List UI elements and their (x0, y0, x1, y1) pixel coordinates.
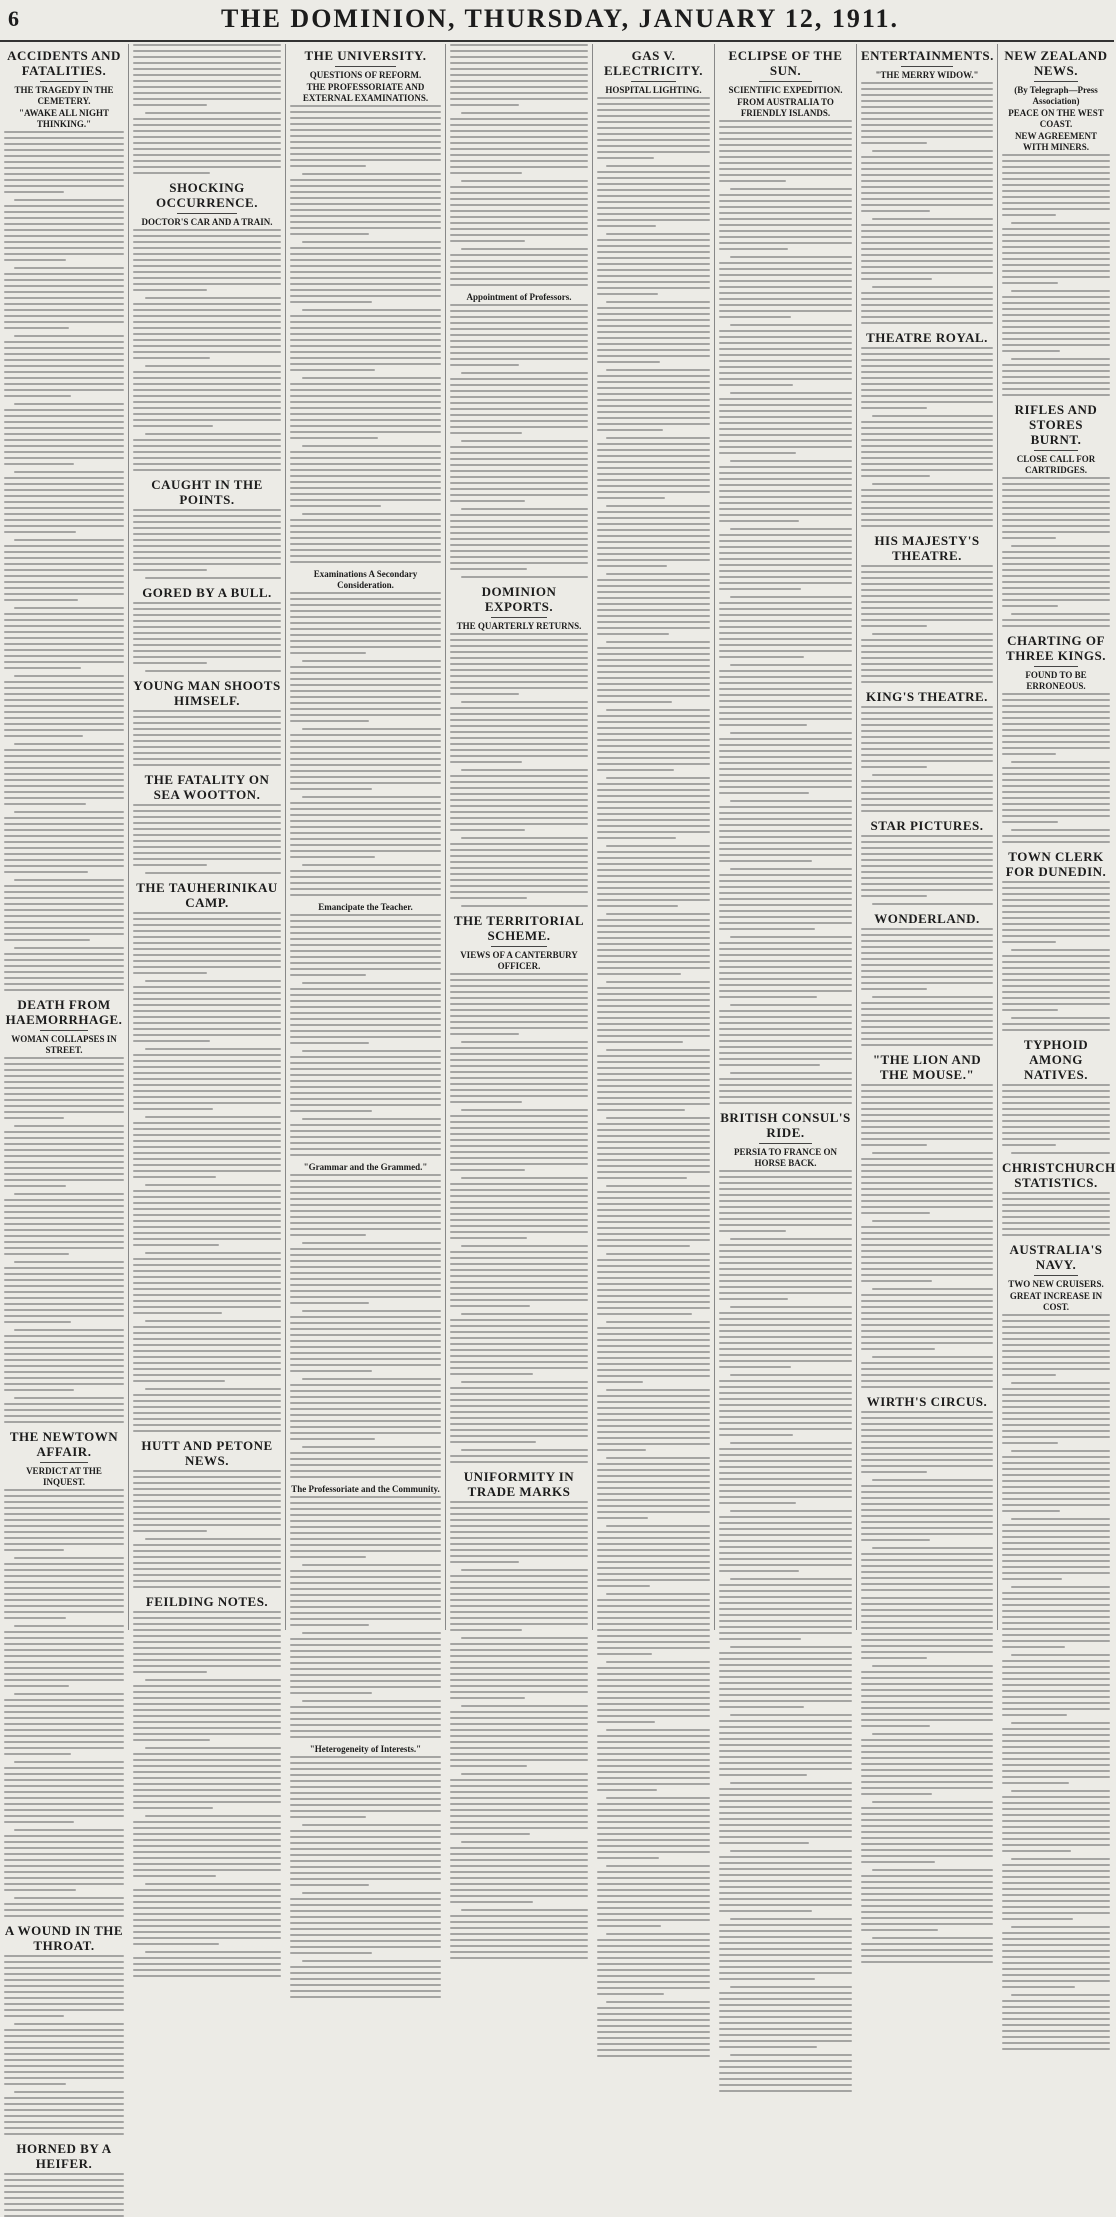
article (133, 880, 281, 1432)
article-subheading: VERDICT AT THE INQUEST. (26, 1466, 102, 1487)
news-column (0, 44, 129, 2171)
article-body-text (1002, 1084, 1110, 1154)
article-headline: A WOUND IN THE THROAT. (4, 1923, 124, 1953)
article (290, 1744, 441, 1998)
article-body-text (1002, 1314, 1110, 2050)
article-subheading: TWO NEW CRUISERS. (1008, 1279, 1104, 1289)
article-headline: TOWN CLERK FOR DUNEDIN. (1005, 849, 1107, 879)
article-headline: TYPHOID AMONG NATIVES. (1023, 1037, 1089, 1082)
article-subheading: "Heterogeneity of Interests." (309, 1744, 422, 1754)
article-headline: ENTERTAINMENTS. (861, 48, 994, 63)
article-headline: RIFLES AND STORES BURNT. (1014, 402, 1098, 447)
news-column (446, 44, 593, 1630)
article-subheading: PERSIA TO FRANCE ON HORSE BACK. (734, 1147, 837, 1168)
article-body-text (133, 1611, 281, 1977)
article-body-text (133, 44, 281, 174)
article-subheading: WOMAN COLLAPSES IN STREET. (11, 1034, 117, 1055)
article-body-text (290, 592, 441, 896)
news-column (593, 44, 715, 1630)
article (861, 1052, 993, 1388)
article (290, 569, 441, 896)
divider (335, 66, 395, 67)
article-body-text (861, 565, 993, 683)
article-subheading: QUESTIONS OF REFORM. (309, 70, 422, 80)
divider (1034, 666, 1077, 667)
article-headline: "THE LION AND THE MOUSE." (872, 1052, 982, 1082)
article-headline: DEATH FROM HAEMORRHAGE. (5, 997, 123, 1027)
page-number: 6 (8, 6, 19, 31)
article-headline: KING'S THEATRE. (866, 689, 988, 704)
article-body-text (4, 1489, 124, 1917)
article (861, 911, 993, 1046)
article (290, 1162, 441, 1478)
divider (40, 81, 88, 82)
article-body-text (133, 229, 281, 471)
article-subheading: HOSPITAL LIGHTING. (605, 85, 702, 95)
article-body-text (861, 835, 993, 905)
page-title: THE DOMINION, THURSDAY, JANUARY 12, 1911. (221, 4, 899, 33)
article-subheading: THE QUARTERLY RETURNS. (456, 621, 582, 631)
article (597, 48, 710, 2057)
article-body-text (1002, 693, 1110, 843)
article-subheading: NEW AGREEMENT WITH MINERS. (1014, 131, 1098, 152)
divider (759, 1143, 812, 1144)
article (1002, 633, 1110, 843)
article-body-text (861, 1597, 993, 1963)
article-body-text (290, 1496, 441, 1738)
article (1002, 1037, 1110, 1154)
article-headline: THE TERRITORIAL SCHEME. (453, 913, 585, 943)
article-headline: GAS V. ELECTRICITY. (603, 48, 704, 78)
article-body-text (133, 710, 281, 766)
article-body-text (861, 706, 993, 812)
article-body-text (133, 1470, 281, 1588)
article (133, 477, 281, 579)
news-column (715, 44, 857, 1630)
article-body-text (1002, 881, 1110, 1031)
article (450, 1469, 588, 1959)
article-body-text (133, 509, 281, 579)
article-body-text (290, 1174, 441, 1478)
columns (0, 44, 1116, 2171)
article (450, 913, 588, 1463)
article-headline: DOMINION EXPORTS. (481, 584, 557, 614)
article-headline: ECLIPSE OF THE SUN. (728, 48, 843, 78)
article-subheading: THE PROFESSORIATE AND EXTERNAL EXAMINATIONS. (302, 82, 429, 103)
article-body-text (4, 1955, 124, 2135)
article-headline: GORED BY A BULL. (142, 585, 272, 600)
article-subheading: VIEWS OF A CANTERBURY OFFICER. (460, 950, 578, 971)
article-subheading: Emancipate the Teacher. (318, 902, 413, 912)
divider (1034, 81, 1077, 82)
article-subheading: CLOSE CALL FOR CARTRIDGES. (1016, 454, 1096, 475)
article-headline: HORNED BY A HEIFER. (16, 2141, 112, 2171)
article-subheading: GREAT INCREASE IN COST. (1009, 1291, 1103, 1312)
article (290, 48, 441, 563)
article-body-text (133, 912, 281, 1432)
article-headline: THE UNIVERSITY. (304, 48, 427, 63)
article (133, 585, 281, 672)
article (861, 1394, 993, 1591)
article-headline: HIS MAJESTY'S THEATRE. (874, 533, 980, 563)
article-headline: WONDERLAND. (874, 911, 980, 926)
article-body-text (290, 105, 441, 563)
article-body-text (1002, 154, 1110, 396)
divider (491, 617, 546, 618)
article (290, 1484, 441, 1738)
article-body-text (450, 1501, 588, 1959)
article-headline: UNIFORMITY IN TRADE MARKS (463, 1469, 575, 1499)
article-headline: CHARTING OF THREE KINGS. (1006, 633, 1106, 663)
article-headline: CHRISTCHURCH STATISTICS. (1002, 1160, 1116, 1190)
article (1002, 1242, 1110, 2050)
article-body-text (719, 120, 852, 1104)
article-body-text (1002, 477, 1110, 627)
article-subheading: FOUND TO BE ERRONEOUS. (1025, 670, 1087, 691)
article-headline: THE FATALITY ON SEA WOOTTON. (144, 772, 270, 802)
article (1002, 1160, 1116, 1236)
news-column (857, 44, 998, 1630)
article-headline: THE NEWTOWN AFFAIR. (9, 1429, 119, 1459)
article-subheading: "THE MERRY WIDOW." (875, 70, 979, 80)
article-subheading: THE TRAGEDY IN THE CEMETERY. (14, 85, 114, 106)
article-body-text (861, 928, 993, 1046)
article (133, 678, 281, 766)
article-headline: THE TAUHERINIKAU CAMP. (136, 880, 278, 910)
article (4, 997, 124, 1423)
article-headline: STAR PICTURES. (870, 818, 984, 833)
article-body-text (450, 973, 588, 1463)
article (450, 44, 588, 286)
article-headline: AUSTRALIA'S NAVY. (1009, 1242, 1103, 1272)
article (719, 1110, 852, 2092)
article (861, 48, 993, 324)
article (861, 818, 993, 905)
article-headline: FEILDING NOTES. (145, 1594, 269, 1609)
article (133, 772, 281, 874)
article-body-text (861, 1411, 993, 1591)
article-headline: ACCIDENTS AND FATALITIES. (7, 48, 121, 78)
divider (631, 81, 676, 82)
article-subheading: "AWAKE ALL NIGHT THINKING." (18, 108, 110, 129)
article-subheading: Appointment of Professors. (466, 292, 572, 302)
article-body-text (450, 304, 588, 578)
article-subheading: "Grammar and the Grammed." (303, 1162, 428, 1172)
divider (759, 81, 812, 82)
article-body-text (861, 347, 993, 527)
article-body-text (597, 97, 710, 2057)
article-body-text (450, 44, 588, 286)
news-column (286, 44, 446, 1754)
article-headline: SHOCKING OCCURRENCE. (156, 180, 258, 210)
article (4, 1429, 124, 1917)
article-body-text (290, 914, 441, 1156)
article-headline: THEATRE ROYAL. (866, 330, 988, 345)
article (1002, 48, 1110, 396)
article-headline: HUTT AND PETONE NEWS. (141, 1438, 273, 1468)
article (133, 180, 281, 471)
divider (40, 1030, 88, 1031)
article-body-text (450, 633, 588, 907)
article (861, 330, 993, 527)
article-body-text (1002, 1192, 1110, 1236)
news-column (998, 44, 1114, 1630)
divider (901, 66, 954, 67)
article-subheading: FROM AUSTRALIA TO FRIENDLY ISLANDS. (737, 97, 834, 118)
article-headline: WIRTH'S CIRCUS. (866, 1394, 988, 1409)
article (1002, 849, 1110, 1031)
article (450, 584, 588, 907)
article-subheading: The Professoriate and the Community. (291, 1484, 440, 1494)
masthead (0, 0, 1114, 42)
article-subheading: (By Telegraph—Press Association) (1014, 85, 1098, 106)
article-headline: CAUGHT IN THE POINTS. (151, 477, 263, 507)
article (861, 1597, 993, 1963)
article-body-text (861, 1084, 993, 1388)
article-body-text (4, 1057, 124, 1423)
news-column (129, 44, 286, 1630)
article (719, 48, 852, 1104)
article-body-text (4, 2173, 124, 2217)
article (861, 689, 993, 812)
article-body-text (4, 131, 124, 991)
article (133, 1438, 281, 1588)
article-body-text (133, 602, 281, 672)
article-body-text (719, 1170, 852, 2092)
article-subheading: Examinations A Secondary Consideration. (313, 569, 418, 590)
article-headline: YOUNG MAN SHOOTS HIMSELF. (133, 678, 281, 708)
article (4, 1923, 124, 2135)
article-subheading: PEACE ON THE WEST COAST. (1008, 108, 1104, 129)
article (861, 533, 993, 683)
article-body-text (133, 804, 281, 874)
divider (177, 213, 236, 214)
article (133, 44, 281, 174)
article (133, 1594, 281, 1977)
divider (1034, 1275, 1077, 1276)
article (4, 2141, 124, 2217)
article-headline: NEW ZEALAND NEWS. (1004, 48, 1108, 78)
divider (40, 1462, 88, 1463)
article-body-text (861, 82, 993, 324)
article-body-text (290, 1756, 441, 1998)
article (4, 48, 124, 991)
article (290, 902, 441, 1156)
divider (491, 946, 546, 947)
article-headline: BRITISH CONSUL'S RIDE. (720, 1110, 851, 1140)
article (450, 292, 588, 578)
divider (1034, 450, 1077, 451)
article-subheading: DOCTOR'S CAR AND A TRAIN. (141, 217, 273, 227)
article-subheading: SCIENTIFIC EXPEDITION. (728, 85, 843, 95)
article (1002, 402, 1110, 627)
